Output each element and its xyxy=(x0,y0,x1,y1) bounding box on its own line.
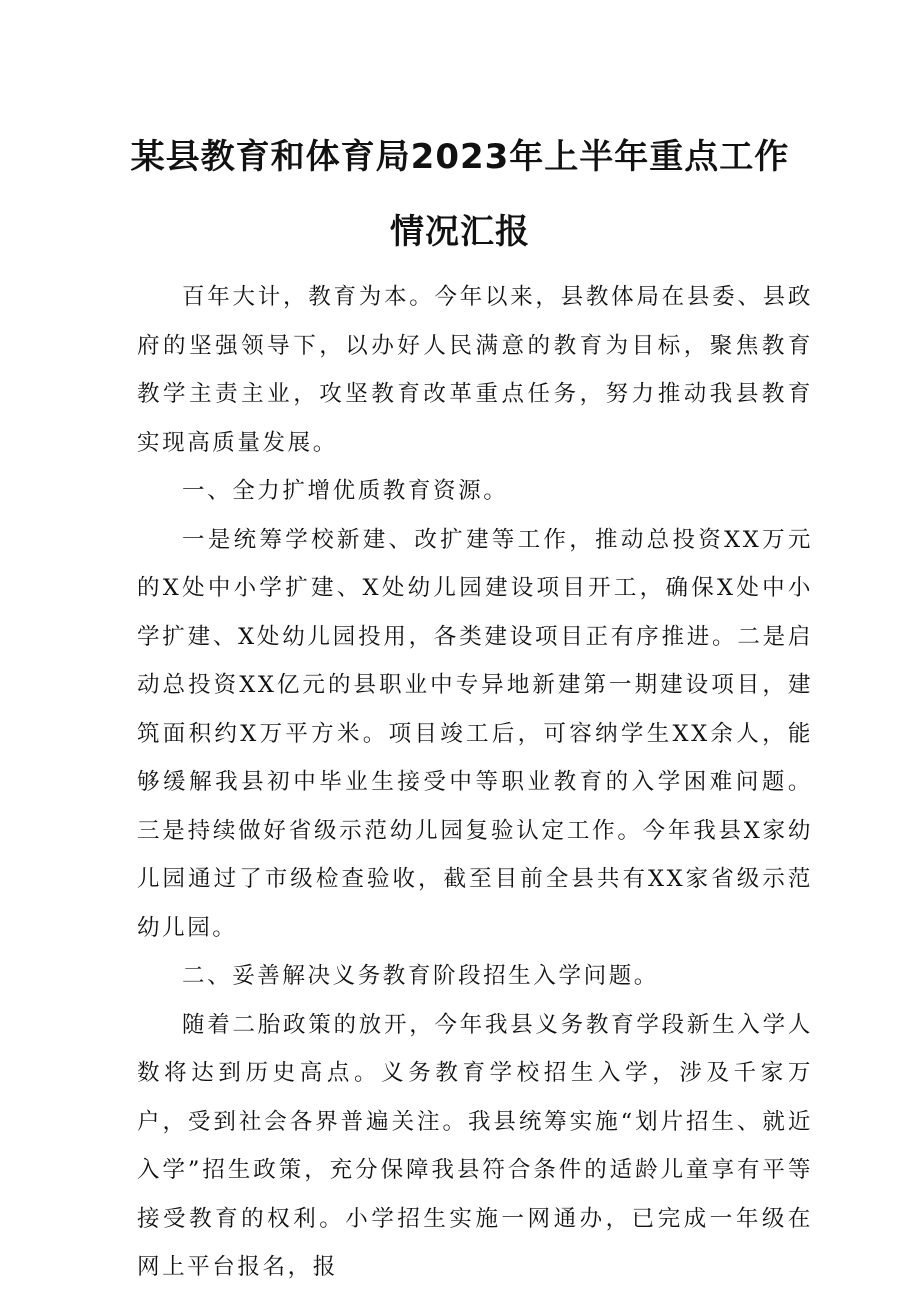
section-heading-2: 二、妥善解决义务教育阶段招生入学问题。 xyxy=(182,963,659,989)
paragraph-section-1: 一是统筹学校新建、改扩建等工作，推动总投资XX万元的X处中小学扩建、X处幼儿园建设项目开工，确保X处中小学扩建、X处幼儿园投用，各类建设项目正有序推进。二是启动总投资XX亿元的县职业中专异地新建第一期建设项目，建筑面积约X万平方米。项目竣工后，可容纳学生XX余人，能够缓解我县初中毕业生接受中等职业教育的入学困难问题。三是持续做好省级示范幼儿园复验认定工作。今年我县X家幼儿园通过了市级检查验收，截至目前全县共有XX家省级示范幼儿园。 xyxy=(137,526,813,941)
section-heading-1: 一、全力扩增优质教育资源。 xyxy=(182,478,509,504)
paragraph-intro: 百年大计，教育为本。今年以来，县教体局在县委、县政府的坚强领导下，以办好人民满意的教育为目标，聚焦教育教学主责主业，攻坚教育改革重点任务，努力推动我县教育实现高质量发展。 xyxy=(137,284,813,456)
document-title-line-2: 情况汇报 xyxy=(390,212,530,252)
document-body xyxy=(137,273,813,1292)
document-title-line-1: 某县教育和体育局2023年上半年重点工作 xyxy=(130,137,790,177)
paragraph-section-2: 随着二胎政策的放开，今年我县义务教育学段新生入学人数将达到历史高点。义务教育学校招生入学，涉及千家万户，受到社会各界普遍关注。我县统筹实施“划片招生、就近入学”招生政策，充分保障我县符合条件的适龄儿童享有平等接受教育的权利。小学招生实施一网通办，已完成一年级在网上平台报名，报 xyxy=(137,1011,813,1280)
